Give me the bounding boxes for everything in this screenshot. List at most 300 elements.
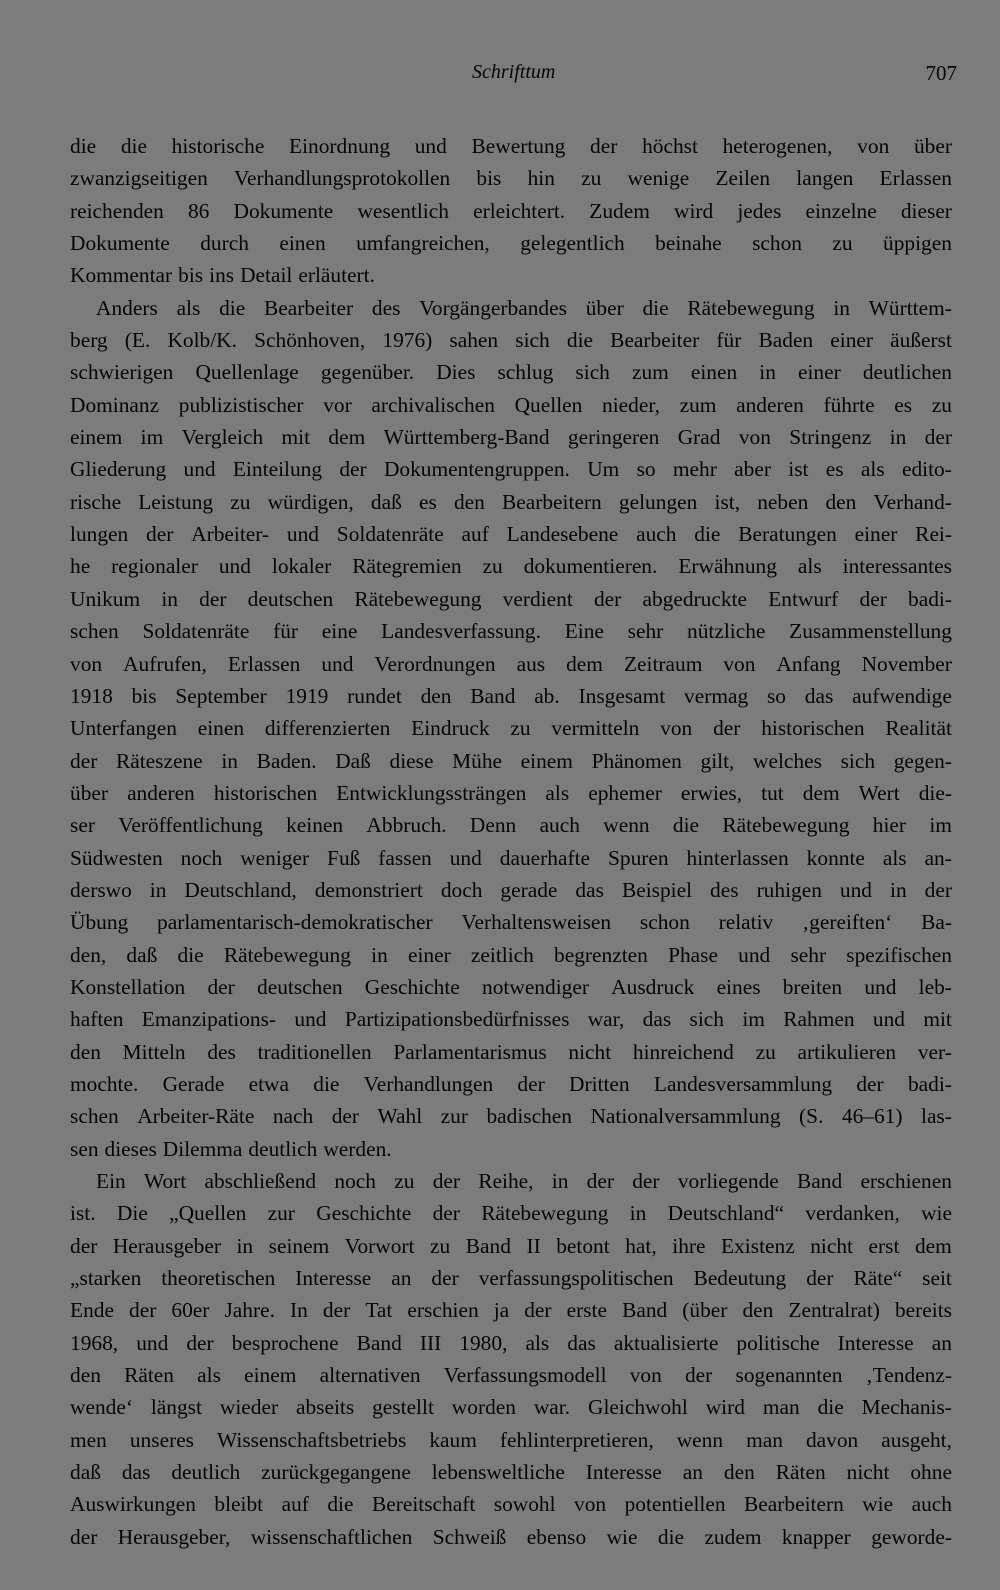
word: November [861, 651, 952, 676]
word: abseits [295, 1395, 355, 1420]
word: Ende [70, 1298, 114, 1323]
word: Übung [70, 910, 129, 935]
word: deutlich [171, 1460, 241, 1485]
word: einer [854, 522, 898, 547]
word: so [636, 457, 656, 482]
word: dieses [104, 1136, 157, 1161]
word: dokumentieren. [523, 554, 658, 579]
word: schwierigen [70, 360, 174, 385]
word: Beispiel [621, 877, 693, 902]
word: Ein [96, 1169, 126, 1193]
word: Einordnung [289, 134, 391, 158]
word: in [221, 748, 238, 773]
word: Band [797, 1169, 843, 1193]
word: etwa [248, 1071, 289, 1096]
word: 1980, [459, 1330, 508, 1355]
word: Denn [469, 813, 517, 838]
word: Dokumente [233, 198, 334, 223]
word: demonstriert [314, 877, 423, 902]
word: würdigen, [267, 489, 354, 514]
word: zu [832, 231, 853, 256]
word: den [742, 1298, 774, 1323]
word: regionaler [111, 554, 198, 579]
word: und [414, 134, 447, 158]
word: Soldatenräte [336, 522, 444, 547]
word: die [566, 328, 594, 353]
word: das [804, 683, 834, 708]
word: Realität [885, 716, 952, 741]
word: Dies [436, 360, 476, 385]
word: Herausgeber, [117, 1524, 231, 1549]
word: ausgeht, [881, 1427, 952, 1452]
page-number: 707 [925, 61, 957, 85]
word: II [526, 1233, 541, 1258]
text-line [70, 1036, 952, 1068]
word: Baden. [256, 748, 317, 773]
word: der [524, 1298, 552, 1323]
word: reichenden [70, 198, 164, 223]
word: der [593, 586, 622, 611]
word: Rätebewegung [223, 942, 351, 967]
word: Rätebewegung [481, 1201, 609, 1226]
word: bereits [894, 1298, 952, 1323]
word: einem [244, 1363, 297, 1388]
word: Eine [564, 619, 604, 644]
word: die [313, 1071, 340, 1096]
word: der [806, 1266, 834, 1291]
word: den [453, 489, 485, 514]
word: seinem [268, 1233, 330, 1258]
word: Interesse [837, 1330, 914, 1355]
text-line [70, 971, 952, 1003]
word: Anders [96, 295, 158, 320]
word: Abbruch. [366, 813, 447, 838]
word: Gliederung [70, 457, 167, 482]
word: doch [440, 877, 483, 902]
word: 1918 [70, 683, 113, 708]
word: längst [150, 1395, 202, 1420]
word: Räteszene [115, 748, 203, 773]
word: Reihe, [478, 1169, 534, 1193]
word: Die [116, 1201, 148, 1226]
word: mit [923, 1007, 952, 1032]
word: nicht [568, 1039, 612, 1064]
word: zurückgegangene [261, 1460, 411, 1485]
word: erschien [407, 1298, 479, 1323]
word: abgedruckte [642, 586, 748, 611]
word: die- [918, 780, 952, 805]
word: ephemer [588, 780, 662, 805]
text-line [70, 1165, 952, 1197]
word: zum [631, 360, 669, 385]
word: Zeilen [715, 166, 771, 191]
word: des [371, 295, 401, 320]
word: hin [527, 166, 555, 191]
word: der [339, 457, 367, 482]
word: der [70, 1524, 98, 1549]
word: Bedeutung [693, 1266, 787, 1291]
word: September [175, 683, 267, 708]
word: Bereitschaft [371, 1492, 476, 1517]
word: als [176, 295, 201, 320]
word: wenn [603, 813, 650, 838]
word: in [629, 1201, 647, 1226]
word: keinen [286, 813, 344, 838]
word: differenzierten [264, 716, 391, 741]
word: Verhandlungsprotokollen [233, 166, 451, 191]
text-line [70, 680, 952, 712]
word: in [889, 425, 907, 450]
text-line [70, 324, 952, 356]
text-line [70, 292, 952, 324]
word: ‚Tendenz- [865, 1363, 952, 1388]
word: Wissenschaftsbetriebs [217, 1427, 407, 1452]
word: zu [510, 716, 531, 741]
word: als [545, 780, 570, 805]
word: daß [370, 489, 402, 514]
word: interessantes [842, 554, 952, 579]
word: in [833, 295, 850, 320]
word: führte [823, 392, 875, 417]
word: es [825, 457, 844, 482]
word: Bearbeitern [744, 1492, 844, 1517]
word: ja [493, 1298, 510, 1323]
word: sehr [627, 619, 664, 644]
word: der [856, 1071, 884, 1096]
word: auch [911, 1492, 952, 1517]
word: sen [70, 1136, 99, 1161]
word: der [129, 1298, 157, 1323]
word: Ausdruck [611, 974, 695, 999]
text-line [70, 389, 952, 421]
word: weniger [240, 845, 310, 870]
word: Vorgängerbandes [419, 295, 567, 320]
word: schon [639, 910, 690, 935]
text-line [70, 1424, 952, 1456]
word: über [70, 780, 109, 805]
word: an- [924, 845, 952, 870]
word: Zeitraum [623, 651, 703, 676]
word: ruhigen [756, 877, 822, 902]
text-line [70, 1359, 952, 1391]
word: badischen [486, 1104, 572, 1129]
word: einen [197, 716, 245, 741]
word: Rätegremien [352, 554, 462, 579]
word: eines [716, 974, 761, 999]
word: der [432, 1201, 460, 1226]
word: schon [752, 231, 802, 256]
word: neben [757, 489, 809, 514]
word: he [70, 554, 91, 579]
word: Mühe [452, 748, 503, 773]
word: wenn [676, 1427, 724, 1452]
word: (E. [124, 328, 151, 353]
word: Phänomen [591, 748, 682, 773]
word: über [913, 134, 952, 158]
word: Schweiß [432, 1524, 507, 1549]
word: sowohl [493, 1492, 556, 1517]
word: zu [430, 1233, 451, 1258]
word: besprochene [231, 1330, 339, 1355]
text-line [70, 421, 952, 453]
word: Gerade [162, 1071, 225, 1096]
word: relativ [718, 910, 774, 935]
word: archivalischen [371, 392, 495, 417]
word: Vergleich [181, 425, 264, 450]
word: 1968, [70, 1330, 119, 1355]
word: In [290, 1298, 308, 1323]
word: Zusammenstellung [789, 619, 952, 644]
word: men [70, 1427, 107, 1452]
word: wissenschaftlichen [250, 1524, 413, 1549]
word: und [321, 651, 354, 676]
word: Dokumente [70, 231, 170, 256]
word: Interesse [585, 1460, 662, 1485]
word: der [924, 425, 952, 450]
word: die [672, 813, 700, 838]
word: Entwurf [768, 586, 839, 611]
word: Quellen [514, 392, 583, 417]
word: einzelne [805, 198, 877, 223]
word: Band [465, 1233, 511, 1258]
word: (S. [799, 1104, 824, 1129]
word: zu [755, 1039, 776, 1064]
text-line [70, 486, 952, 518]
word: vermitteln [551, 716, 640, 741]
word: äußerst [890, 328, 952, 353]
word: Detail [240, 263, 293, 288]
word: erläutert. [298, 263, 375, 288]
word: Württem- [868, 295, 952, 320]
word: daß [126, 942, 158, 967]
word: über [585, 295, 624, 320]
word: ‚gereiften‘ [802, 910, 893, 935]
word: Deutschland“ [667, 1201, 785, 1226]
word: im [929, 813, 952, 838]
word: einer [798, 360, 841, 385]
word: berg [70, 328, 108, 353]
word: der [713, 716, 741, 741]
word: der [70, 1233, 98, 1258]
word: der [432, 1169, 461, 1193]
word: aber [734, 457, 771, 482]
word: zudem [704, 1524, 762, 1549]
word: Fuß [327, 845, 361, 870]
body-text [70, 130, 952, 1553]
word: Spuren [607, 845, 669, 870]
word: dem [802, 780, 840, 805]
word: im [140, 425, 164, 450]
word: dem [914, 1233, 952, 1258]
word: Mechanis- [861, 1395, 952, 1420]
word: erste [566, 1298, 607, 1323]
word: zu [230, 489, 251, 514]
word: und [738, 942, 771, 967]
word: Vorwort [344, 1233, 415, 1258]
word: und [872, 1007, 905, 1032]
word: 60er [171, 1298, 210, 1323]
word: Geschichte [364, 974, 460, 999]
word: üppigen [883, 231, 952, 256]
word: der [146, 522, 174, 547]
word: Quellenlage [195, 360, 299, 385]
word: der [924, 877, 952, 902]
word: nieder, [602, 392, 660, 417]
word: eine [321, 619, 358, 644]
word: und [839, 877, 872, 902]
word: hier [872, 813, 907, 838]
word: Unterfangen [70, 716, 177, 741]
word: welches [753, 748, 822, 773]
word: auch [636, 522, 677, 547]
word: traditionellen [257, 1039, 372, 1064]
word: von [723, 651, 756, 676]
text-line [70, 453, 952, 485]
word: davon [805, 1427, 859, 1452]
word: einem [520, 748, 573, 773]
word: Wahl [377, 1104, 423, 1129]
word: ser [70, 813, 95, 838]
text-line [70, 712, 952, 744]
text-line [70, 648, 952, 680]
word: ist [788, 457, 809, 482]
word: die [694, 522, 721, 547]
word: Verfassungsmodell [443, 1363, 607, 1388]
text-line [70, 615, 952, 647]
word: Arbeiter- [191, 522, 270, 547]
word: ist. [70, 1201, 96, 1226]
word: von [574, 1492, 607, 1517]
word: Bearbeiter [610, 328, 700, 353]
word: abschließend [204, 1169, 317, 1193]
word: noch [180, 845, 223, 870]
text-line [70, 842, 952, 874]
word: und [864, 974, 897, 999]
word: Dilemma [162, 1136, 243, 1161]
word: Herausgeber [112, 1233, 221, 1258]
text-line [70, 518, 952, 550]
word: einen [690, 360, 738, 385]
word: schlug [497, 360, 554, 385]
word: der [322, 1298, 351, 1323]
word: Entwicklungssträngen [336, 780, 527, 805]
word: der [199, 586, 227, 611]
word: ins [209, 263, 235, 288]
word: als [525, 1330, 550, 1355]
word: heterogenen, [722, 134, 833, 158]
word: bis [476, 166, 502, 191]
word: als [197, 1363, 221, 1388]
word: Landesverfassung. [381, 619, 541, 644]
word: der [590, 134, 618, 158]
word: in [759, 360, 776, 385]
word: an [931, 1330, 952, 1355]
word: wie [606, 1524, 638, 1549]
word: dauerhafte [499, 845, 591, 870]
word: dem [566, 651, 603, 676]
word: Beratungen [738, 522, 837, 547]
word: lungen [70, 522, 129, 547]
word: Aufrufen, [123, 651, 207, 676]
word: mehr [672, 457, 717, 482]
word: Verordnungen [374, 651, 496, 676]
word: Rei- [915, 522, 952, 547]
word: Insgesamt [578, 683, 666, 708]
word: die [177, 942, 204, 967]
word: Rätebewegung [687, 295, 815, 320]
word: vermag [684, 683, 749, 708]
word: ist, [714, 489, 741, 514]
word: parlamentarisch-demokratischer [157, 910, 433, 935]
word: den [825, 489, 857, 514]
text-line [70, 227, 952, 259]
word: „starken [70, 1266, 142, 1291]
text-line [70, 939, 952, 971]
word: lokaler [271, 554, 332, 579]
word: sich [689, 1007, 724, 1032]
word: Bewertung [471, 134, 566, 158]
word: Württemberg-Band [383, 425, 550, 450]
word: Dominanz [70, 392, 160, 417]
word: Gleichwohl [588, 1395, 688, 1420]
word: das [642, 1007, 672, 1032]
word: knapper [781, 1524, 851, 1549]
word: potentiellen [624, 1492, 726, 1517]
word: es [894, 392, 913, 417]
word: erst [868, 1233, 900, 1258]
word: der [859, 586, 887, 611]
word: erschienen [860, 1169, 952, 1193]
word: und [294, 1007, 327, 1032]
word: vorliegende [677, 1169, 779, 1193]
word: historischen [213, 780, 318, 805]
word: verfassungspolitischen [478, 1266, 674, 1291]
word: Band [470, 683, 516, 708]
word: alternativen [319, 1363, 421, 1388]
text-line [70, 874, 952, 906]
word: historische [171, 134, 265, 158]
word: zur [267, 1201, 295, 1226]
word: der [684, 1363, 713, 1388]
word: einem [70, 425, 123, 450]
word: gelungen [618, 489, 698, 514]
word: gerade [500, 877, 558, 902]
word: Wort [143, 1169, 187, 1193]
text-line [70, 1230, 952, 1262]
word: seit [922, 1266, 952, 1291]
word: konnte [806, 845, 865, 870]
word: Veröffentlichung [118, 813, 263, 838]
word: ver- [917, 1039, 952, 1064]
word: werden. [323, 1136, 392, 1161]
word: Tat [365, 1298, 393, 1323]
word: so [766, 683, 786, 708]
word: begrenzten [554, 942, 648, 967]
word: an [391, 1266, 412, 1291]
word: zwanzigseitigen [70, 166, 208, 191]
word: Dokumentengruppen. [383, 457, 570, 482]
word: es [418, 489, 437, 514]
word: derswo [70, 877, 132, 902]
word: für [716, 328, 742, 353]
word: das [567, 1330, 596, 1355]
word: gegen- [893, 748, 952, 773]
word: 1919 [285, 683, 329, 708]
word: III [419, 1330, 442, 1355]
word: Parlamentarismus [393, 1039, 547, 1064]
word: Einteilung [232, 457, 323, 482]
word: Verhaltensweisen [461, 910, 612, 935]
